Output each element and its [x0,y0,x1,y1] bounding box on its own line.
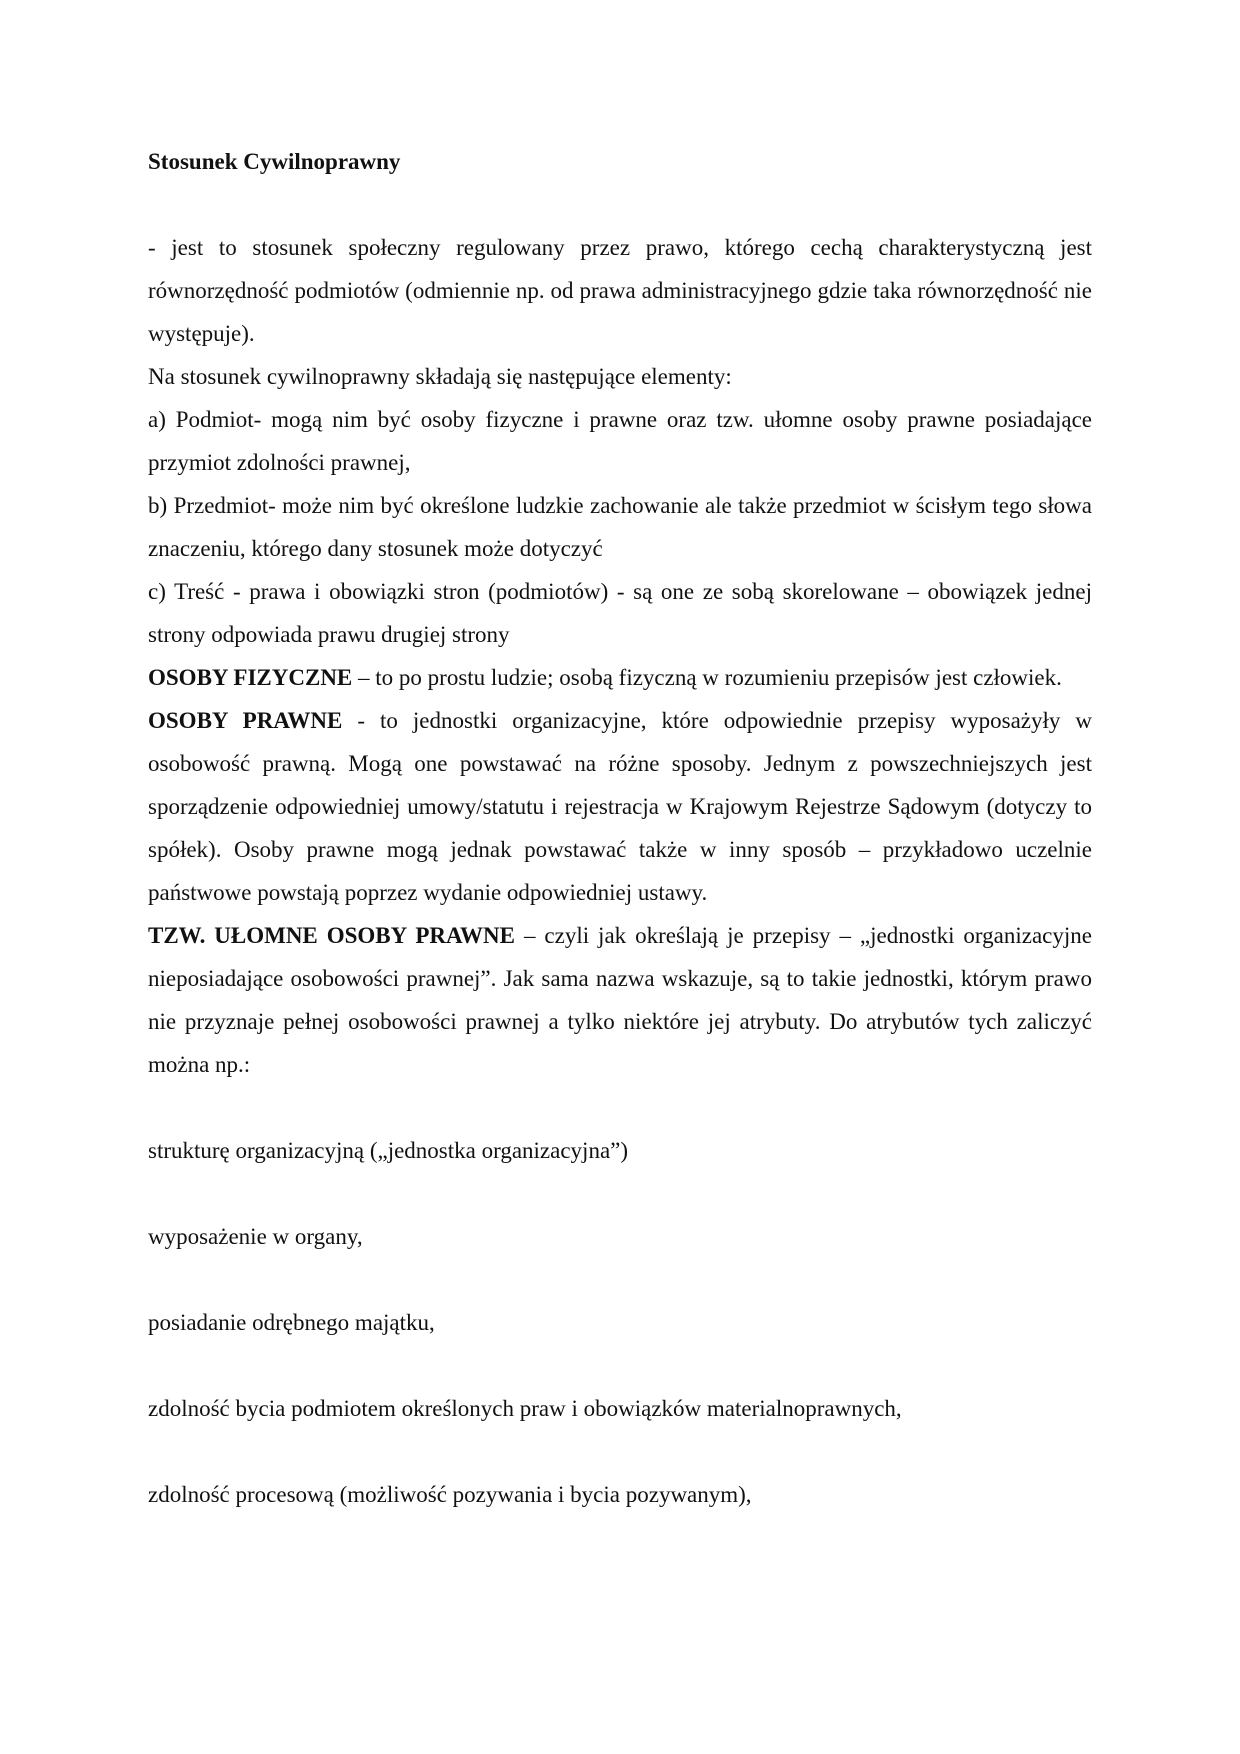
osoby-fizyczne-term: OSOBY FIZYCZNE [148,665,353,690]
intro-paragraph: - jest to stosunek społeczny regulowany przez prawo, którego cechą charakterystyczną jest równorzędność podmiotów (odmiennie np. od prawa administracyjnego gdzie taka równorzędność nie występuje). [148,235,1092,346]
attribute-item: posiadanie odrębnego majątku, [148,1310,435,1335]
element-b-term: Przedmiot- [173,493,276,518]
osoby-fizyczne-text: – to po prostu ludzie; osobą fizyczną w rozumieniu przepisów jest człowiek. [352,665,1062,690]
ulomne-osoby-term: TZW. UŁOMNE OSOBY PRAWNE [148,923,516,948]
attribute-item: zdolność bycia podmiotem określonych praw i obowiązków materialnoprawnych, [148,1396,902,1421]
osoby-prawne-term: OSOBY PRAWNE [148,708,343,733]
element-b-text: może nim być określone ludzkie zachowanie ale także przedmiot w ścisłym tego słowa znaczeniu, którego dany stosunek może dotyczyć [148,493,1092,561]
attribute-item: zdolność procesową (możliwość pozywania i bycia pozywanym), [148,1482,752,1507]
ulomne-osoby-paragraph [148,914,1092,1086]
osoby-prawne-text: - to jednostki organizacyjne, które odpowiednie przepisy wyposażyły w osobowość prawną. Mogą one powstawać na różne sposoby. Jednym z powszechniejszych jest sporządzenie odpowiedniej umowy/statutu i rejestracja w Krajowym Rejestrze Sądowym (dotyczy to spółek). Osoby prawne mogą jednak powstawać także w inny sposób – przykładowo uczelnie państwowe powstają poprzez wydanie odpowiedniej ustawy. [148,708,1092,905]
document-title: Stosunek Cywilnoprawny [148,149,401,174]
osoby-prawne-paragraph [148,699,1092,914]
attribute-item: wyposażenie w organy, [148,1224,363,1249]
attribute-item: strukturę organizacyjną („jednostka organizacyjna”) [148,1138,629,1163]
osoby-fizyczne-paragraph [148,656,1092,699]
element-a-paragraph [148,398,1092,484]
elements-lead: Na stosunek cywilnoprawny składają się następujące elementy: [148,364,732,389]
element-a-prefix: a) [148,407,176,432]
element-b-prefix: b) [148,493,174,518]
element-a-term: Podmiot- [175,407,262,432]
attributes-list [148,1129,1092,1516]
ulomne-osoby-text: – czyli jak określają je przepisy – „jednostki organizacyjne nieposiadające osobowości prawnej”. Jak sama nazwa wskazuje, są to takie jednostki, którym prawo nie przyznaje pełnej osobowości prawnej a tylko niektóre jej atrybuty. Do atrybutów tych zaliczyć można np.: [148,923,1092,1077]
document-page [148,140,1092,1516]
element-b-paragraph [148,484,1092,570]
element-a-text: mogą nim być osoby fizyczne i prawne oraz tzw. ułomne osoby prawne posiadające przymiot zdolności prawnej, [148,407,1093,475]
element-c-paragraph: c) Treść - prawa i obowiązki stron (podmiotów) - są one ze sobą skorelowane – obowiązek jednej strony odpowiada prawu drugiej strony [148,579,1092,647]
